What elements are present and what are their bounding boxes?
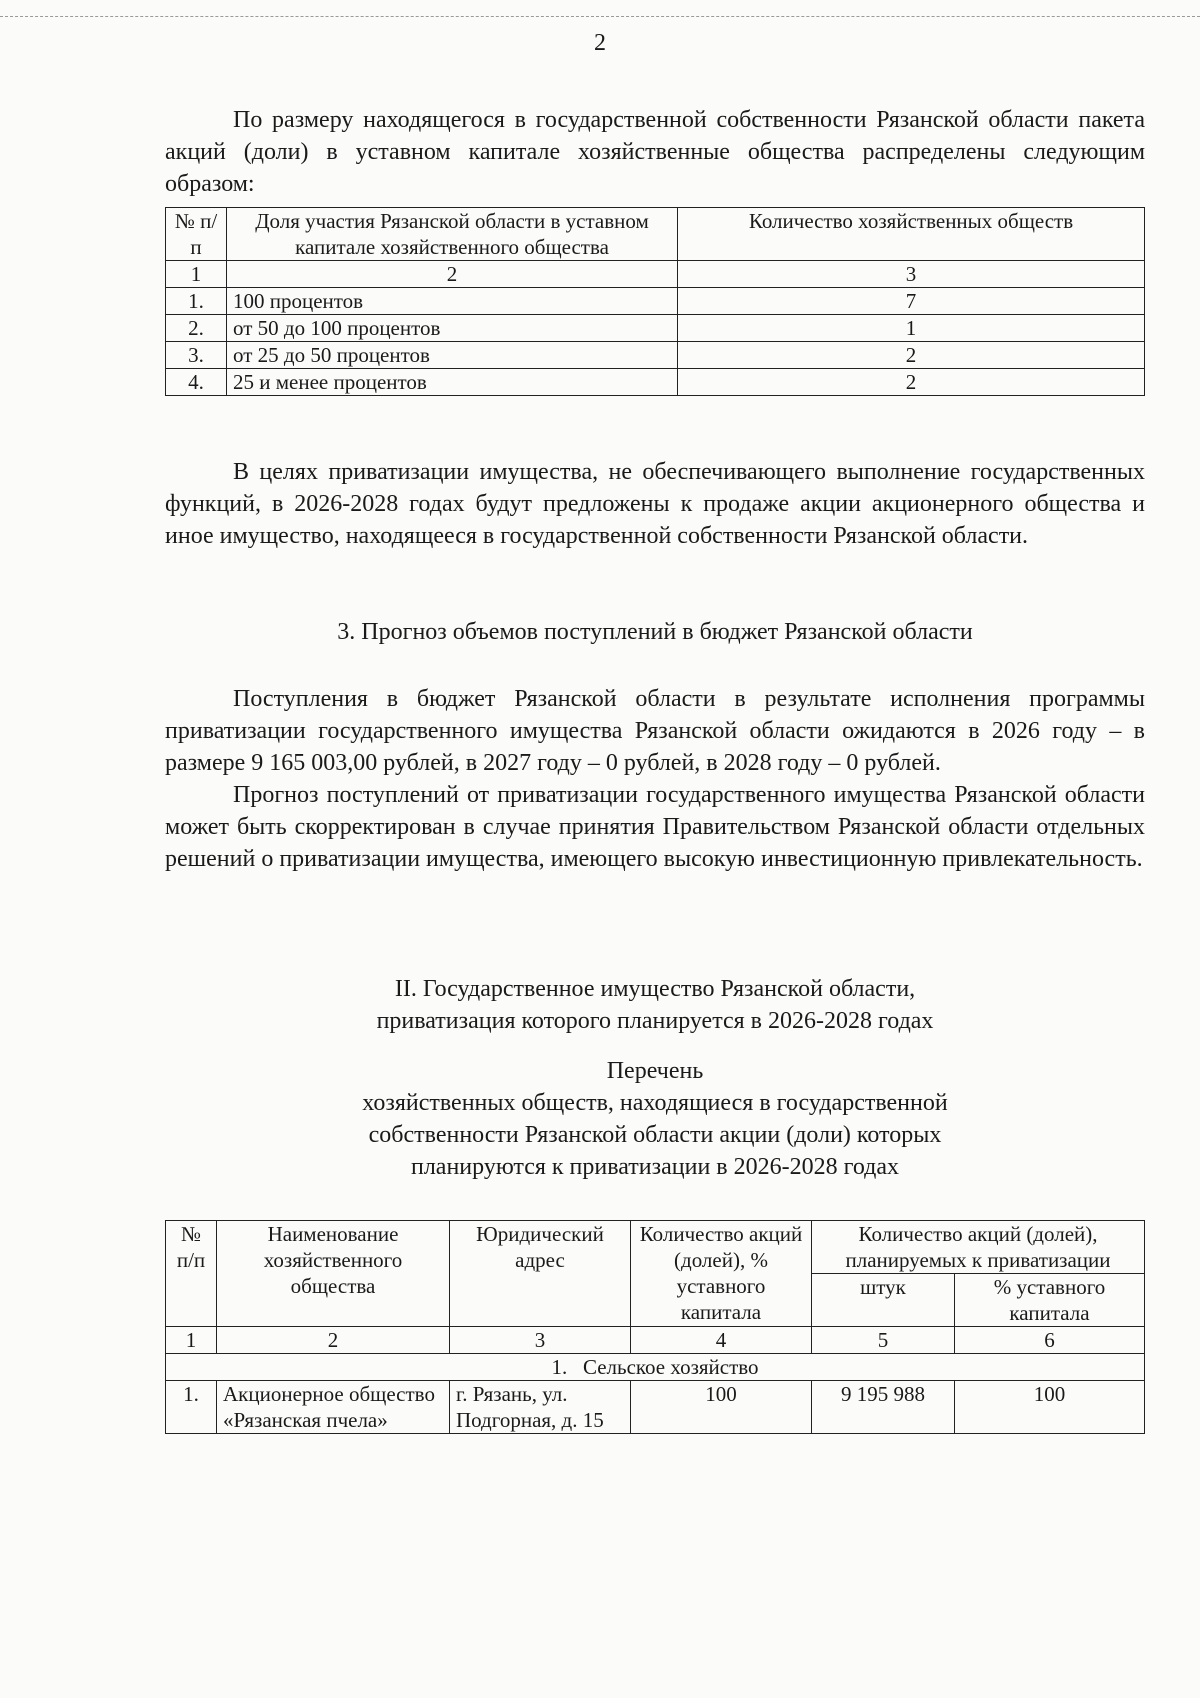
row-share: 25 и менее процентов bbox=[227, 369, 678, 396]
header-num: № п/п bbox=[166, 208, 227, 261]
row-share: 100 процентов bbox=[227, 288, 678, 315]
list-title-line2: хозяйственных обществ, находящиеся в государственной bbox=[362, 1090, 948, 1116]
header-pieces: штук bbox=[812, 1274, 955, 1327]
colnum-cell: 6 bbox=[955, 1327, 1145, 1354]
top-scan-line bbox=[0, 16, 1200, 17]
colnum-cell: 2 bbox=[217, 1327, 450, 1354]
section-agriculture: 1. Сельское хозяйство bbox=[166, 1354, 1145, 1381]
header-count: Количество хозяйственных обществ bbox=[678, 208, 1145, 261]
row-count: 1 bbox=[678, 315, 1145, 342]
colnum-cell: 2 bbox=[227, 261, 678, 288]
row-company-name: Акционерное общество «Рязанская пчела» bbox=[217, 1381, 450, 1434]
section-heading-line2: приватизация которого планируется в 2026-2028 годах bbox=[376, 1008, 934, 1034]
table-row bbox=[166, 369, 1145, 396]
table-row bbox=[166, 1381, 1145, 1434]
row-address: г. Рязань, ул. Подгорная, д. 15 bbox=[450, 1381, 631, 1434]
list-title-block bbox=[165, 1055, 1145, 1183]
paragraph-goal: В целях приватизации имущества, не обеспечивающего выполнение государственных функций, в 2026-2028 годах будут предложены к продаже акции акционерного общества и иное имущество, находящееся в государственной собственности Рязанской области. bbox=[165, 459, 1145, 549]
row-count: 2 bbox=[678, 369, 1145, 396]
section-heading-line1: II. Государственное имущество Рязанской области, bbox=[394, 976, 916, 1002]
section-heading-block bbox=[165, 973, 1145, 1037]
companies-table-block bbox=[165, 1220, 1145, 1434]
header-percent: % уставного капитала bbox=[955, 1274, 1145, 1327]
intro-block bbox=[165, 104, 1145, 200]
colnum-cell: 4 bbox=[631, 1327, 812, 1354]
table-colnum-row bbox=[166, 1327, 1145, 1354]
paragraph-revenue: Поступления в бюджет Рязанской области в результате исполнения программы приватизации государственного имущества Рязанской области ожидаются в 2026 году – в размере 9 165 003,00 рублей, в 2027 году – 0 рублей, в 2028 году – 0 рублей. bbox=[165, 686, 1145, 776]
row-num: 3. bbox=[166, 342, 227, 369]
row-count: 7 bbox=[678, 288, 1145, 315]
row-num: 1. bbox=[166, 288, 227, 315]
row-num: 1. bbox=[166, 1381, 217, 1434]
paragraph-adjustment: Прогноз поступлений от приватизации государственного имущества Рязанской области может быть скорректирован в случае принятия Правительством Рязанской области отдельных решений о приватизации имущества, имеющего высокую инвестиционную привлекательность. bbox=[165, 782, 1145, 872]
row-percent: 100 bbox=[955, 1381, 1145, 1434]
table-section-row bbox=[166, 1354, 1145, 1381]
header-share: Доля участия Рязанской области в уставном капитале хозяйственного общества bbox=[227, 208, 678, 261]
row-share: от 25 до 50 процентов bbox=[227, 342, 678, 369]
list-title-line4: планируются к приватизации в 2026-2028 годах bbox=[410, 1154, 900, 1180]
table-row bbox=[166, 315, 1145, 342]
colnum-cell: 1 bbox=[166, 1327, 217, 1354]
forecast-block bbox=[165, 683, 1145, 875]
colnum-cell: 5 bbox=[812, 1327, 955, 1354]
paragraph-ownership: По размеру находящегося в государственной собственности Рязанской области пакета акций (доли) в уставном капитале хозяйственные общества распределены следующим образом: bbox=[165, 107, 1145, 197]
table-header-row bbox=[166, 208, 1145, 261]
companies-table bbox=[165, 1220, 1145, 1434]
header-planned: Количество акций (долей), планируемых к приватизации bbox=[812, 1221, 1145, 1274]
table-row bbox=[166, 342, 1145, 369]
ownership-table bbox=[165, 207, 1145, 396]
colnum-cell: 1 bbox=[166, 261, 227, 288]
table-row bbox=[166, 288, 1145, 315]
colnum-cell: 3 bbox=[678, 261, 1145, 288]
page-number: 2 bbox=[594, 30, 606, 56]
list-title-line3: собственности Рязанской области акции (доли) которых bbox=[368, 1122, 942, 1148]
table-colnum-row bbox=[166, 261, 1145, 288]
ownership-table-block bbox=[165, 207, 1145, 396]
row-pieces: 9 195 988 bbox=[812, 1381, 955, 1434]
colnum-cell: 3 bbox=[450, 1327, 631, 1354]
row-shares: 100 bbox=[631, 1381, 812, 1434]
header-address: Юридический адрес bbox=[450, 1221, 631, 1327]
privatization-goal-block bbox=[165, 456, 1145, 552]
list-title-line1: Перечень bbox=[606, 1058, 704, 1084]
header-shares: Количество акций (долей), % уставного капитала bbox=[631, 1221, 812, 1327]
row-count: 2 bbox=[678, 342, 1145, 369]
row-num: 2. bbox=[166, 315, 227, 342]
header-num: № п/п bbox=[166, 1221, 217, 1327]
header-name: Наименование хозяйственного общества bbox=[217, 1221, 450, 1327]
table-header-row bbox=[166, 1221, 1145, 1274]
forecast-heading-block bbox=[165, 616, 1145, 648]
forecast-heading: 3. Прогноз объемов поступлений в бюджет Рязанской области bbox=[337, 619, 973, 645]
row-num: 4. bbox=[166, 369, 227, 396]
row-share: от 50 до 100 процентов bbox=[227, 315, 678, 342]
